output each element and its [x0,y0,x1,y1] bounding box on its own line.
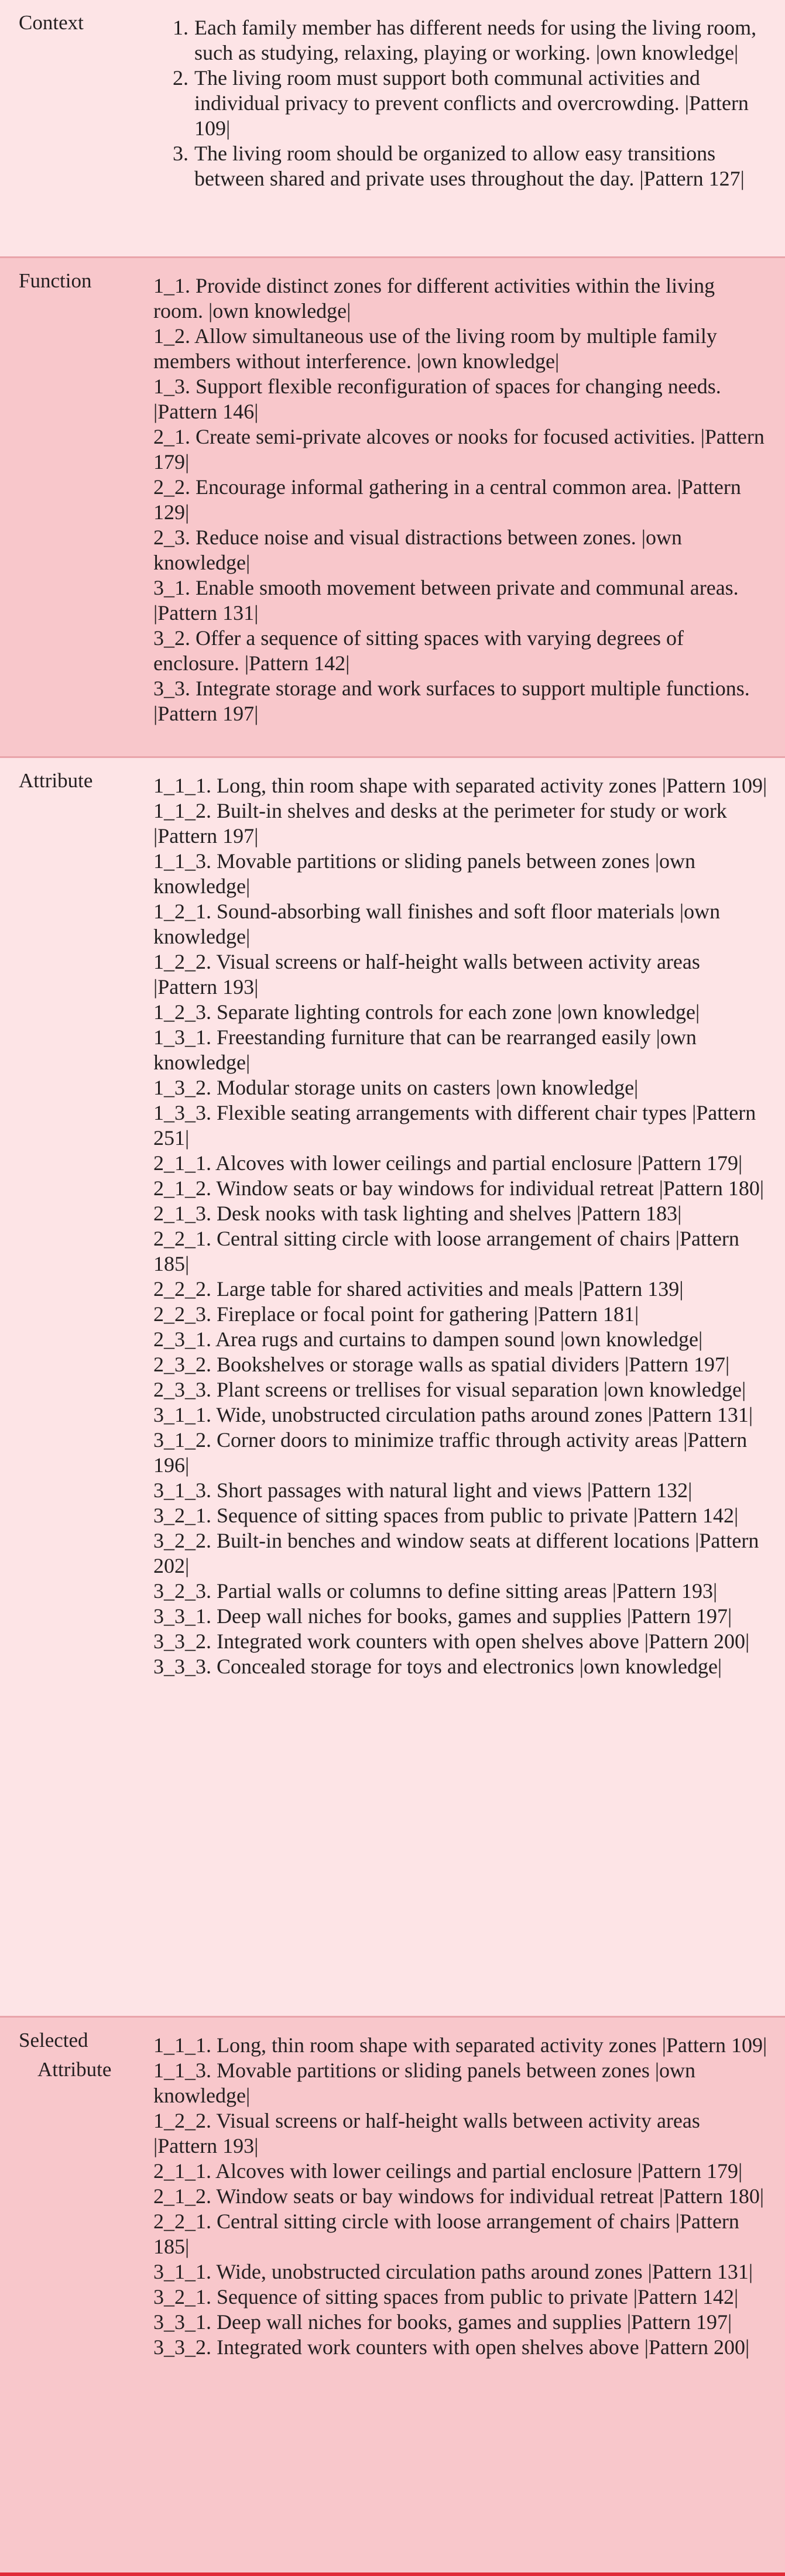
attribute-item: 3_3_3. Concealed storage for toys and electronics |own knowledge| [153,1655,722,1678]
function-item: 1_3. Support flexible reconfiguration of spaces for changing needs. |Pattern 146| [153,375,721,423]
attribute-item: 2_1_2. Window seats or bay windows for individual retreat |Pattern 180| [153,1176,765,1200]
attribute-item: 2_3_3. Plant screens or trellises for visual separation |own knowledge| [153,1378,746,1401]
context-item [153,141,767,191]
selected-attribute-item: 2_1_2. Window seats or bay windows for individual retreat |Pattern 180| [153,2184,765,2208]
attribute-item: 1_1_2. Built-in shelves and desks at the perimeter for study or work |Pattern 197| [153,799,727,848]
function-items [153,258,785,756]
context-item-text: The living room should be organized to allow easy transitions between shared and private uses throughout the day. |Pattern 127| [194,142,745,190]
attribute-item: 1_3_3. Flexible seating arrangements with different chair types |Pattern 251| [153,1101,756,1150]
attribute-item: 2_3_2. Bookshelves or storage walls as spatial dividers |Pattern 197| [153,1353,730,1376]
selected-label-line2: Attribute [37,2058,112,2081]
selected-attribute-item: 1_1_3. Movable partitions or sliding panels between zones |own knowledge| [153,2059,696,2107]
attribute-item: 2_2_2. Large table for shared activities and meals |Pattern 139| [153,1277,684,1301]
function-item: 1_1. Provide distinct zones for different activities within the living room. |own knowledge| [153,274,715,323]
attribute-label: Attribute [19,769,93,792]
context-item-number: 2. [173,66,188,90]
attribute-item: 1_3_1. Freestanding furniture that can be rearranged easily |own knowledge| [153,1025,697,1074]
selected-attribute-row [0,2018,785,2576]
attribute-item: 1_1_1. Long, thin room shape with separated activity zones |Pattern 109| [153,774,767,797]
context-row [0,0,785,258]
attribute-item: 3_2_3. Partial walls or columns to define sitting areas |Pattern 193| [153,1579,718,1603]
attribute-item: 1_2_2. Visual screens or half-height walls between activity areas |Pattern 193| [153,950,700,999]
context-item [153,15,767,66]
attribute-items [153,758,785,2016]
function-item: 2_3. Reduce noise and visual distractions between zones. |own knowledge| [153,526,682,574]
selected-attribute-items [153,2018,785,2572]
selected-attribute-item: 2_2_1. Central sitting circle with loose arrangement of chairs |Pattern 185| [153,2210,739,2258]
function-row [0,258,785,758]
function-item: 3_1. Enable smooth movement between private and communal areas. |Pattern 131| [153,576,739,625]
function-item: 1_2. Allow simultaneous use of the living room by multiple family members without interference. |own knowledge| [153,324,717,373]
function-item: 2_2. Encourage informal gathering in a central common area. |Pattern 129| [153,475,741,524]
attribute-item: 3_1_1. Wide, unobstructed circulation paths around zones |Pattern 131| [153,1403,753,1426]
context-label: Context [19,11,84,34]
attribute-item: 2_2_1. Central sitting circle with loose arrangement of chairs |Pattern 185| [153,1227,739,1275]
context-items [153,0,785,256]
context-item-text: Each family member has different needs for using the living room, such as studying, relaxing, playing or working. |own knowledge| [194,16,757,64]
context-item-number: 1. [173,16,188,39]
function-item: 2_1. Create semi-private alcoves or nooks for focused activities. |Pattern 179| [153,425,765,474]
attribute-item: 3_2_2. Built-in benches and window seats at different locations |Pattern 202| [153,1529,759,1577]
selected-attribute-item: 1_2_2. Visual screens or half-height walls between activity areas |Pattern 193| [153,2109,700,2157]
function-item: 3_3. Integrate storage and work surfaces to support multiple functions. |Pattern 197| [153,677,750,725]
attribute-item: 2_1_3. Desk nooks with task lighting and shelves |Pattern 183| [153,1202,682,1225]
attribute-item: 1_2_3. Separate lighting controls for each zone |own knowledge| [153,1000,700,1024]
function-item: 3_2. Offer a sequence of sitting spaces with varying degrees of enclosure. |Pattern 142| [153,626,684,675]
context-item-number: 3. [173,142,188,165]
selected-attribute-item: 3_3_1. Deep wall niches for books, games and supplies |Pattern 197| [153,2310,732,2334]
selected-label-line1: Selected [19,2029,88,2052]
attribute-item: 3_1_2. Corner doors to minimize traffic through activity areas |Pattern 196| [153,1428,748,1477]
attribute-item: 3_3_1. Deep wall niches for books, games and supplies |Pattern 197| [153,1604,732,1628]
context-item-text: The living room must support both communal activities and individual privacy to prevent conflicts and overcrowding. |Pattern 109| [194,66,749,140]
attribute-item: 2_1_1. Alcoves with lower ceilings and partial enclosure |Pattern 179| [153,1151,743,1175]
function-label: Function [19,269,92,292]
selected-attribute-label [0,2018,153,2572]
attribute-item: 2_3_1. Area rugs and curtains to dampen sound |own knowledge| [153,1328,703,1351]
selected-attribute-item: 1_1_1. Long, thin room shape with separated activity zones |Pattern 109| [153,2033,767,2057]
attribute-item: 1_2_1. Sound-absorbing wall finishes and soft floor materials |own knowledge| [153,900,721,948]
attribute-item: 3_1_3. Short passages with natural light and views |Pattern 132| [153,1479,693,1502]
selected-attribute-item: 3_3_2. Integrated work counters with open shelves above |Pattern 200| [153,2335,750,2359]
selected-attribute-item: 3_2_1. Sequence of sitting spaces from public to private |Pattern 142| [153,2285,739,2309]
attribute-item: 2_2_3. Fireplace or focal point for gathering |Pattern 181| [153,1302,639,1326]
context-item [153,66,767,141]
attribute-item: 3_2_1. Sequence of sitting spaces from public to private |Pattern 142| [153,1504,739,1527]
attribute-item: 3_3_2. Integrated work counters with open shelves above |Pattern 200| [153,1630,750,1653]
attribute-item: 1_3_2. Modular storage units on casters |own knowledge| [153,1076,639,1099]
selected-attribute-item: 2_1_1. Alcoves with lower ceilings and partial enclosure |Pattern 179| [153,2159,743,2183]
selected-attribute-item: 3_1_1. Wide, unobstructed circulation paths around zones |Pattern 131| [153,2260,753,2283]
attribute-row [0,758,785,2018]
attribute-item: 1_1_3. Movable partitions or sliding panels between zones |own knowledge| [153,849,696,898]
